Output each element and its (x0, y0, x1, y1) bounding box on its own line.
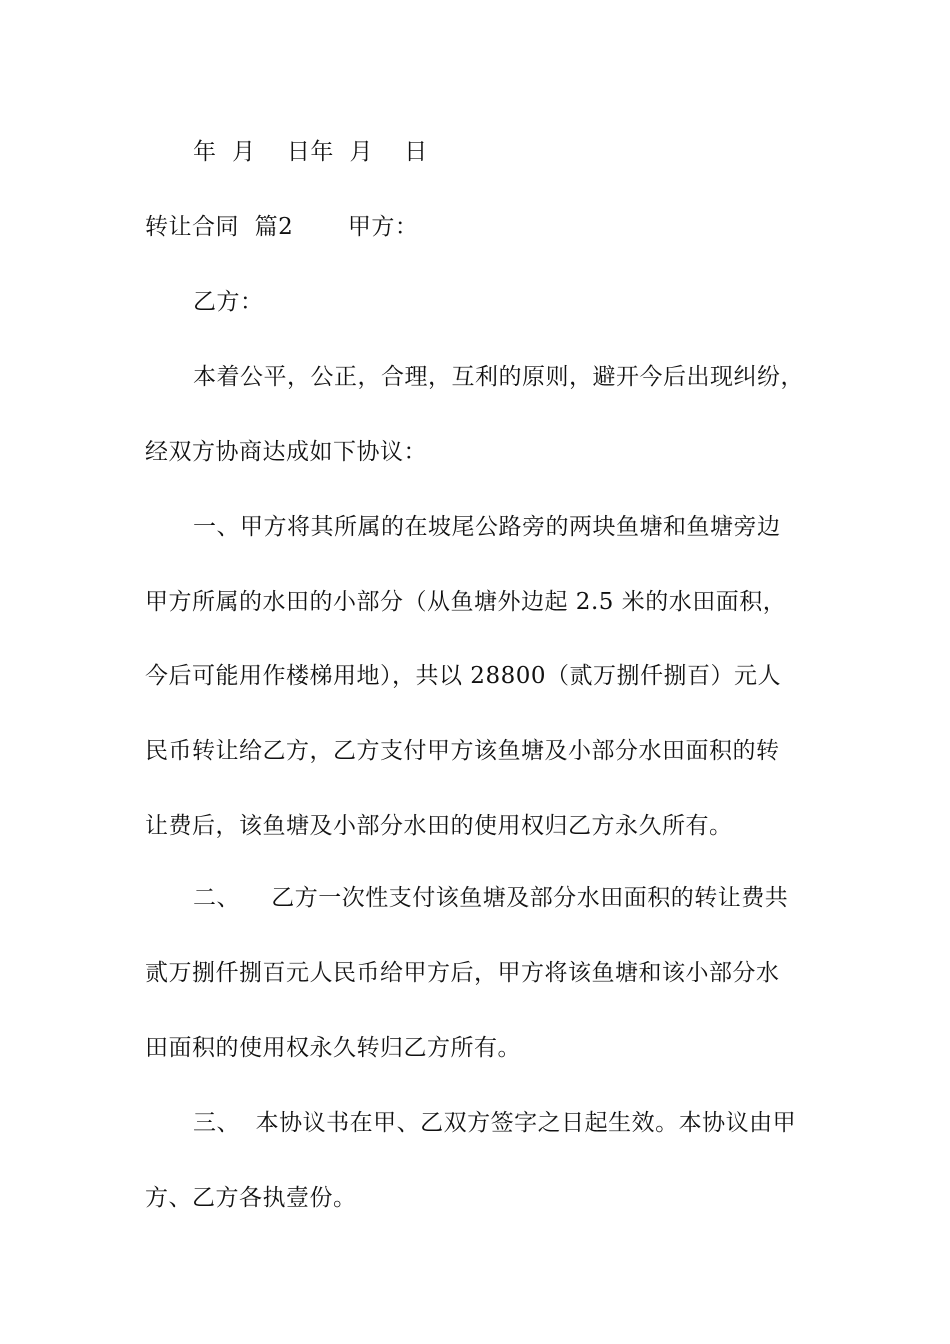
clause-2-line-2: 贰万捌仟捌百元人民币给甲方后，甲方将该鱼塘和该小部分水 (145, 960, 780, 986)
clause-1-line-2: 甲方所属的水田的小部分（从鱼塘外边起 2.5 米的水田面积， (145, 589, 787, 615)
preamble-line-1: 本着公平，公正，合理，互利的原则，避开今后出现纠纷， (193, 364, 804, 390)
clause-3-line-2: 方、乙方各执壹份。 (145, 1185, 357, 1211)
clause-1-line-5: 让费后，该鱼塘及小部分水田的使用权归乙方永久所有。 (145, 813, 733, 839)
preamble-line-2: 经双方协商达成如下协议： (145, 439, 427, 465)
clause-1-line-1: 一、甲方将其所属的在坡尾公路旁的两块鱼塘和鱼塘旁边 (193, 514, 781, 540)
clause-1-line-4: 民币转让给乙方，乙方支付甲方该鱼塘及小部分水田面积的转 (145, 738, 780, 764)
date-line: 年 月 日年 月 日 (193, 139, 428, 165)
clause-1-line-3: 今后可能用作楼梯用地），共以 28800（贰万捌仟捌百）元人 (145, 663, 781, 689)
clause-3-line-1: 三、 本协议书在甲、乙双方签字之日起生效。本协议由甲 (193, 1110, 797, 1136)
contract-heading-line: 转让合同 篇2 甲方： (145, 214, 419, 240)
clause-2-line-3: 田面积的使用权永久转归乙方所有。 (145, 1035, 521, 1061)
clause-2-line-1: 二、 乙方一次性支付该鱼塘及部分水田面积的转让费共 (193, 885, 789, 911)
party-b-line: 乙方： (193, 289, 264, 315)
